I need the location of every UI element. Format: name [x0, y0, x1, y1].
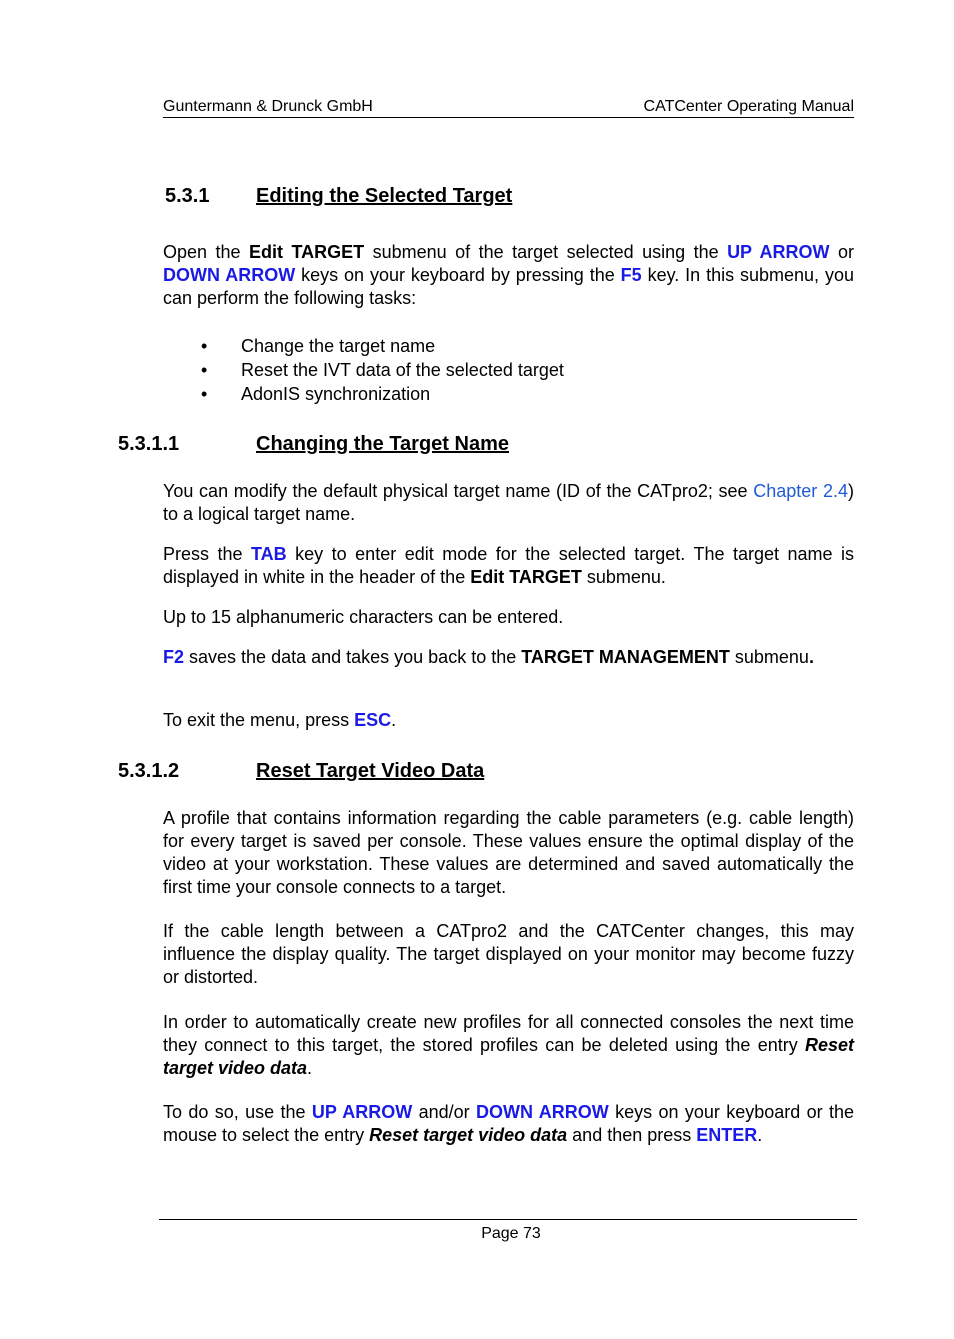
- key-esc: ESC: [354, 710, 392, 730]
- text: submenu: [729, 647, 809, 667]
- text: .: [757, 1125, 763, 1145]
- key-up-arrow: UP ARROW: [311, 1102, 413, 1122]
- section-title: Editing the Selected Target: [256, 185, 513, 207]
- menu-name: Edit TARGET: [470, 567, 582, 587]
- text: keys on your keyboard or the mouse to select the entry: [163, 1102, 855, 1145]
- header-manual-title: CATCenter Operating Manual: [643, 98, 854, 115]
- bullet-icon: •: [201, 384, 208, 404]
- list-item-text: Change the target name: [241, 336, 436, 356]
- subsection-title: Changing the Target Name: [256, 433, 509, 455]
- task-list: [163, 334, 564, 406]
- key-tab: TAB: [251, 544, 287, 564]
- subsection-heading: [118, 431, 509, 457]
- page-header: [163, 97, 854, 118]
- key-down-arrow: DOWN ARROW: [476, 1102, 609, 1122]
- subsection-number: 5.3.1.1: [118, 433, 180, 455]
- text: key to enter edit mode for the selected target. The target name is displayed in white in the header of the: [163, 544, 854, 587]
- bullet-icon: •: [201, 360, 208, 380]
- text: and then press: [567, 1125, 697, 1145]
- text: .: [808, 647, 814, 667]
- text: submenu of the target selected using the: [364, 242, 728, 262]
- chapter-link[interactable]: Chapter 2.4: [753, 481, 848, 501]
- menu-name: Edit TARGET: [249, 242, 365, 262]
- text: key. In this submenu, you can perform the following tasks:: [163, 265, 854, 308]
- text: You can modify the default physical target name (ID of the CATpro2; see: [163, 481, 754, 501]
- text: .: [391, 710, 397, 730]
- text: saves the data and takes you back to the: [184, 647, 522, 667]
- list-item-text: Reset the IVT data of the selected target: [241, 360, 564, 380]
- paragraph: [163, 1101, 854, 1147]
- paragraph: [163, 709, 854, 732]
- paragraph: Up to 15 alphanumeric characters can be entered.: [163, 607, 564, 627]
- menu-entry: Reset target video data: [369, 1125, 568, 1145]
- text: Open the: [163, 242, 249, 262]
- menu-name: TARGET MANAGEMENT: [521, 647, 730, 667]
- text: ) to a logical target name.: [163, 481, 854, 524]
- subsection-heading: [118, 758, 484, 784]
- paragraph: If the cable length between a CATpro2 and the CATCenter changes, this may influence the display quality. The target displayed on your monitor may become fuzzy or distorted.: [163, 921, 854, 987]
- text: .: [307, 1058, 313, 1078]
- subsection-title: Reset Target Video Data: [256, 760, 485, 782]
- list-item: [163, 334, 564, 358]
- list-item-text: AdonIS synchronization: [241, 384, 431, 404]
- paragraph: [163, 543, 854, 589]
- paragraph: [163, 480, 854, 526]
- key-up-arrow: UP ARROW: [727, 242, 830, 262]
- menu-entry: Reset target video data: [163, 1035, 854, 1078]
- list-item: [163, 382, 564, 406]
- footer-divider: [159, 1219, 857, 1220]
- paragraph: [163, 646, 854, 669]
- subsection-number: 5.3.1.2: [118, 760, 180, 782]
- section-number: 5.3.1: [165, 185, 210, 207]
- key-f2: F2: [163, 647, 185, 667]
- page-number: Page 73: [481, 1225, 541, 1242]
- text: To do so, use the: [163, 1102, 312, 1122]
- list-item: [163, 358, 564, 382]
- text: Press the: [163, 544, 252, 564]
- key-down-arrow: DOWN ARROW: [163, 265, 296, 285]
- text: submenu.: [581, 567, 666, 587]
- key-enter: ENTER: [696, 1125, 758, 1145]
- header-company: Guntermann & Drunck GmbH: [163, 98, 373, 115]
- bullet-icon: •: [201, 336, 208, 356]
- section-intro: [163, 241, 854, 310]
- text: or: [829, 242, 855, 262]
- text: In order to automatically create new profiles for all connected consoles the next time they connect to this target, the stored profiles can be deleted using the entry: [163, 1012, 854, 1055]
- section-heading: [165, 183, 512, 209]
- paragraph: A profile that contains information regarding the cable parameters (e.g. cable length) for every target is saved per console. These values ensure the optimal display of the video at your workstation. These values are determined and saved automatically the first time your console connects to a target.: [163, 808, 854, 897]
- text: and/or: [412, 1102, 477, 1122]
- text: keys on your keyboard by pressing the: [295, 265, 621, 285]
- key-f5: F5: [620, 265, 642, 285]
- text: To exit the menu, press: [163, 710, 355, 730]
- paragraph: [163, 1011, 854, 1080]
